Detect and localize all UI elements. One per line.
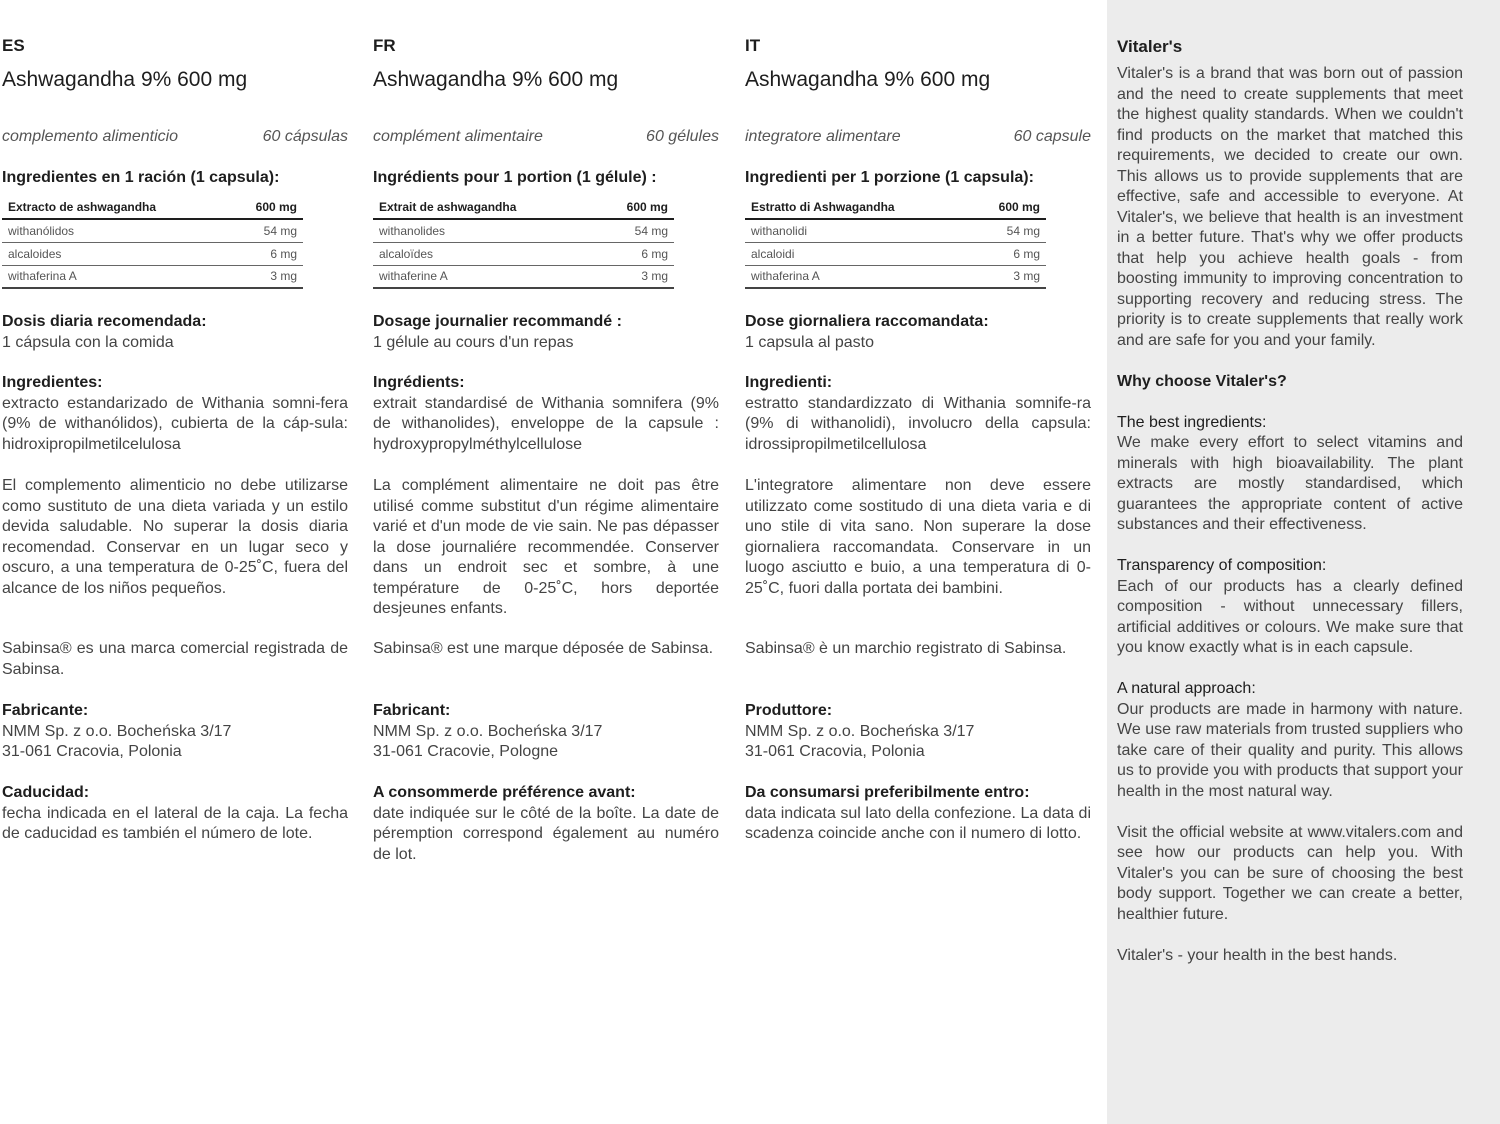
product-title: Ashwagandha 9% 600 mg xyxy=(373,68,619,91)
ingredient-name: withanólidos xyxy=(2,219,228,242)
dose-block xyxy=(2,312,348,353)
expiry-text: fecha indicada en el lateral de la caja. La fecha de caducidad es también el número de lote. xyxy=(2,804,348,842)
serving-heading: Ingredientes en 1 ración (1 capsula): xyxy=(2,169,280,186)
ingredient-amount: 3 mg xyxy=(969,265,1046,288)
section-text: Each of our products has a clearly defined composition - without unnecessary fillers, artificial additives or colours. We make sure that you know exactly what is in each capsule. xyxy=(1117,577,1463,656)
manufacturer-address: NMM Sp. z o.o. Bocheńska 3/17 xyxy=(745,722,975,740)
table-row xyxy=(2,196,303,219)
ingredient-amount: 6 mg xyxy=(969,242,1046,265)
table-row xyxy=(373,265,674,288)
manufacturer-address: NMM Sp. z o.o. Bocheńska 3/17 xyxy=(373,722,603,740)
dose-text: 1 gélule au cours d'un repas xyxy=(373,333,574,351)
ingredient-amount: 6 mg xyxy=(595,242,674,265)
ingredients-block xyxy=(373,373,719,455)
section-text: We make every effort to select vitamins and minerals with high bioavailability. The plant extracts are mostly standardised, which guarantees the appropriate content of active substances and their effectiveness. xyxy=(1117,434,1463,533)
why-heading: Why choose Vitaler's? xyxy=(1117,372,1287,390)
table-row xyxy=(2,242,303,265)
dose-heading: Dose giornaliera raccomandata: xyxy=(745,313,989,330)
table-row xyxy=(745,265,1046,288)
manufacturer-block xyxy=(745,701,1091,763)
product-subtitle xyxy=(373,128,719,146)
capsule-count: 60 cápsulas xyxy=(262,128,348,145)
ingredient-amount: 6 mg xyxy=(228,242,303,265)
section-title: The best ingredients: xyxy=(1117,413,1267,431)
brand-content xyxy=(1117,36,1463,987)
trademark-text: Sabinsa® es una marca comercial registrada de Sabinsa. xyxy=(2,640,348,678)
serving-heading: Ingrédients pour 1 portion (1 gélule) : xyxy=(373,169,657,186)
dose-block xyxy=(745,312,1091,353)
capsule-count: 60 gélules xyxy=(646,128,719,145)
language-code: FR xyxy=(373,36,396,55)
trademark-text: Sabinsa® est une marque déposée de Sabinsa. xyxy=(373,640,714,657)
ingredient-amount: 600 mg xyxy=(969,196,1046,219)
nutrition-table xyxy=(373,196,674,289)
expiry-heading: Da consumarsi preferibilmente entro: xyxy=(745,784,1030,801)
table-row xyxy=(373,242,674,265)
brand-section-natural xyxy=(1117,679,1463,802)
section-text: Our products are made in harmony with nature. We use raw materials from trusted suppliers who take care of their quality and purity. This allows us to provide you with products that support your health in the most natural way. xyxy=(1117,700,1463,800)
language-code: ES xyxy=(2,36,25,55)
manufacturer-city: 31-061 Cracovie, Pologne xyxy=(373,743,559,760)
ingredient-name: Extracto de ashwagandha xyxy=(2,196,228,219)
product-type: integratore alimentare xyxy=(745,128,901,145)
warning-text: La complément alimentaire ne doit pas être utilisé comme substitut d'un régime alimentaire varié et d'un mode de vie sain. Ne pas dépasser la dose journaliére recommendée. Conserver dans un endroit sec et sombre, à une température de 0-25˚C, hors deportée desjeunes enfants. xyxy=(373,477,719,617)
ingredient-amount: 600 mg xyxy=(595,196,674,219)
manufacturer-block xyxy=(373,701,719,763)
ingredient-name: withaferine A xyxy=(373,265,595,288)
table-row xyxy=(373,196,674,219)
warning-text: El complemento alimenticio no debe utilizarse como sustituto de una dieta variada y un estilo devida saludable. No superar la dosis diaria recomendad. Conservar en un lugar seco y oscuro, a una temperatura de 0-25˚C, fuera del alcance de los niños pequeños. xyxy=(2,477,348,597)
ingredients-block xyxy=(2,373,348,455)
visit-text: Visit the official website at www.vitalers.com and see how our products can help you. With Vitaler's you can be sure of choosing the best body support. Together we can create a better, healthier future. xyxy=(1117,823,1463,923)
ingredient-name: withaferina A xyxy=(745,265,969,288)
table-row xyxy=(745,219,1046,242)
ingredient-name: withanolidi xyxy=(745,219,969,242)
manufacturer-heading: Fabricante: xyxy=(2,702,89,719)
closing-text: Vitaler's - your health in the best hands. xyxy=(1117,946,1398,964)
ingredient-amount: 54 mg xyxy=(228,219,303,242)
ingredient-amount: 3 mg xyxy=(595,265,674,288)
ingredient-name: withaferina A xyxy=(2,265,228,288)
manufacturer-heading: Fabricant: xyxy=(373,702,451,719)
manufacturer-block xyxy=(2,701,348,763)
ingredient-amount: 54 mg xyxy=(595,219,674,242)
manufacturer-heading: Produttore: xyxy=(745,702,833,719)
product-title: Ashwagandha 9% 600 mg xyxy=(745,68,991,91)
ingredient-name: alcaloïdes xyxy=(373,242,595,265)
ingredient-amount: 3 mg xyxy=(228,265,303,288)
table-row xyxy=(373,219,674,242)
expiry-block xyxy=(373,783,719,865)
nutrition-table xyxy=(2,196,303,289)
brand-title: Vitaler's xyxy=(1117,37,1183,56)
ingredient-amount: 600 mg xyxy=(228,196,303,219)
ingredient-name: withanolides xyxy=(373,219,595,242)
language-code: IT xyxy=(745,36,761,55)
expiry-text: date indiquée sur le côté de la boîte. La date de péremption correspond également au numéro de lot. xyxy=(373,804,719,863)
expiry-heading: Caducidad: xyxy=(2,784,90,801)
table-row xyxy=(2,265,303,288)
product-subtitle xyxy=(2,128,348,146)
ingredients-heading: Ingredientes: xyxy=(2,374,103,391)
product-type: complemento alimenticio xyxy=(2,128,179,145)
product-title: Ashwagandha 9% 600 mg xyxy=(2,68,248,91)
dose-heading: Dosis diaria recomendada: xyxy=(2,313,207,330)
brand-section-transparency xyxy=(1117,556,1463,659)
expiry-block xyxy=(745,783,1091,845)
dose-text: 1 capsula al pasto xyxy=(745,333,874,351)
warning-text: L'integratore alimentare non deve essere utilizzato come sostitudo di una dieta varia e di uno stile di vita sano. Non superare la dose giornaliera raccomandata. Conservare in un luogo asciutto e buio, a una temperatura di 0-25˚C, fuori dalla portata dei bambini. xyxy=(745,477,1091,597)
brand-intro: Vitaler's is a brand that was born out of passion and the need to create supplements that meet the highest quality standards. When we couldn't find products on the market that matched this requirements, we decided to create our own. This allows us to provide supplements that are effective, safe and accessible to everyone. At Vitaler's, we believe that health is an investment in a better future. That's why we offer products that help you achieve health goals - from boosting immunity to improving concentration to supporting recovery and reducing stress. The priority is to create supplements that really work and are safe for you and your family. xyxy=(1117,65,1463,349)
product-type: complément alimentaire xyxy=(373,128,543,145)
expiry-block xyxy=(2,783,348,845)
ingredient-name: Estratto di Ashwagandha xyxy=(745,196,969,219)
nutrition-table xyxy=(745,196,1046,289)
ingredients-heading: Ingrédients: xyxy=(373,374,465,391)
ingredients-text: estratto standardizzato di Withania somnife-ra (9% di withanolidi), involucro della capsula: idrossipropilmetilcellulosa xyxy=(745,394,1091,453)
dose-heading: Dosage journalier recommandé : xyxy=(373,313,622,330)
manufacturer-address: NMM Sp. z o.o. Bocheńska 3/17 xyxy=(2,722,232,740)
ingredients-text: extrait standardisé de Withania somnifera (9% de withanolides), enveloppe de la capsule : hydroxypropylméthylcellulose xyxy=(373,394,719,453)
brand-panel xyxy=(1107,0,1500,1124)
table-row xyxy=(745,196,1046,219)
trademark-text: Sabinsa® è un marchio registrato di Sabinsa. xyxy=(745,640,1067,657)
section-title: Transparency of composition: xyxy=(1117,557,1327,574)
section-title: A natural approach: xyxy=(1117,680,1256,697)
serving-heading: Ingredienti per 1 porzione (1 capsula): xyxy=(745,169,1034,186)
ingredient-name: Extrait de ashwagandha xyxy=(373,196,595,219)
manufacturer-city: 31-061 Cracovia, Polonia xyxy=(745,743,925,760)
dose-text: 1 cápsula con la comida xyxy=(2,333,174,351)
brand-section-ingredients xyxy=(1117,413,1463,536)
product-subtitle xyxy=(745,128,1091,146)
ingredient-amount: 54 mg xyxy=(969,219,1046,242)
ingredients-block xyxy=(745,373,1091,455)
capsule-count: 60 capsule xyxy=(1013,128,1091,145)
ingredients-text: extracto estandarizado de Withania somni-fera (9% de withanólidos), cubierta de la cáp-sula: hidroxipropilmetilcelulosa xyxy=(2,394,348,453)
dose-block xyxy=(373,312,719,353)
manufacturer-city: 31-061 Cracovia, Polonia xyxy=(2,743,182,760)
ingredients-heading: Ingredienti: xyxy=(745,374,833,391)
expiry-heading: A consommerde préférence avant: xyxy=(373,784,636,801)
ingredient-name: alcaloidi xyxy=(745,242,969,265)
expiry-text: data indicata sul lato della confezione. La data di scadenza coincide anche con il numero di lotto. xyxy=(745,804,1091,842)
table-row xyxy=(2,219,303,242)
ingredient-name: alcaloides xyxy=(2,242,228,265)
table-row xyxy=(745,242,1046,265)
